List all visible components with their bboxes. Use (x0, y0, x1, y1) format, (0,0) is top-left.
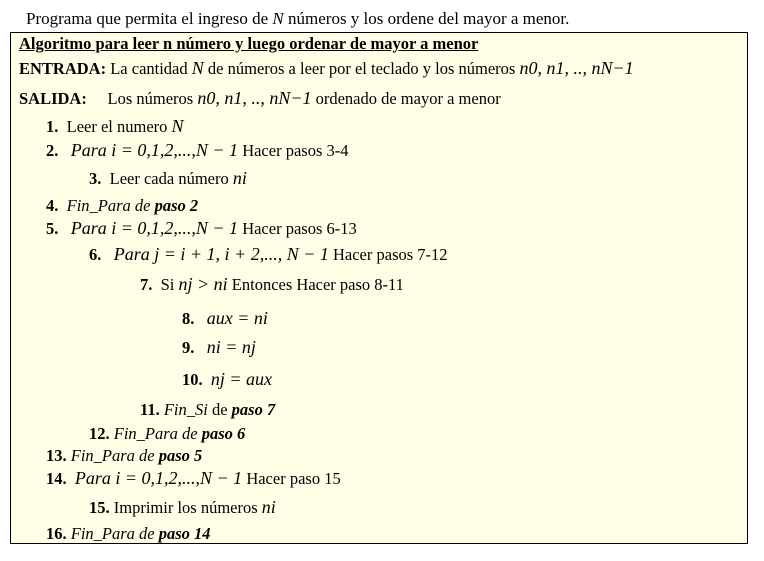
step-bold: paso 6 (201, 424, 246, 443)
step-math: nj = aux (210, 369, 273, 389)
step-13 (46, 446, 202, 466)
step-text: Leer el numero (66, 117, 172, 136)
step-7 (140, 274, 404, 295)
step-number: 1. (46, 117, 59, 136)
entrada-label: ENTRADA: (19, 59, 107, 78)
salida-line (19, 88, 501, 109)
step-bold: paso 7 (231, 400, 276, 419)
step-bold: paso 5 (158, 446, 203, 465)
step-number: 2. (46, 141, 59, 160)
algorithm-title: Algoritmo para leer n número y luego ordenar de mayor a menor (19, 34, 479, 53)
entrada-math: n0, n1, .., nN−1 (519, 58, 634, 78)
heading-var: N (272, 9, 284, 28)
step-math: N (171, 116, 184, 136)
step-number: 6. (89, 245, 102, 264)
step-number: 8. (182, 309, 195, 328)
step-bold: paso 2 (154, 196, 199, 215)
step-text: Imprimir los números (113, 498, 262, 517)
step-number: 10. (182, 370, 203, 389)
step-text: Entonces Hacer paso 8-11 (227, 275, 404, 294)
step-text: Hacer paso 15 (242, 469, 341, 488)
heading-post: números y los ordene del mayor a menor. (283, 9, 570, 28)
step-number: 3. (89, 169, 102, 188)
step-math: Para i = 0,1,2,...,N − 1 (74, 468, 243, 488)
step-14 (46, 468, 341, 489)
step-number: 9. (182, 338, 195, 357)
step-2 (46, 140, 348, 161)
step-text: Si (160, 275, 179, 294)
entrada-text2: de números a leer por el teclado y los números (203, 59, 520, 78)
salida-label: SALIDA: (19, 89, 87, 108)
step-number: 5. (46, 219, 59, 238)
step-10 (182, 369, 272, 390)
step-math: nj > ni (178, 274, 228, 294)
step-number: 13. (46, 446, 67, 465)
step-number: 7. (140, 275, 153, 294)
step-italic: Fin_Para de (113, 424, 202, 443)
entrada-text1: La cantidad (106, 59, 192, 78)
step-text: Leer cada número (109, 169, 233, 188)
step-number: 16. (46, 524, 67, 543)
step-math: Para i = 0,1,2,...,N − 1 (70, 218, 239, 238)
entrada-var: N (191, 58, 204, 78)
step-11 (140, 400, 275, 420)
step-italic: Fin_Para de (70, 446, 159, 465)
step-italic: Fin_Si (163, 400, 208, 419)
step-number: 14. (46, 469, 67, 488)
step-math: Para j = i + 1, i + 2,..., N − 1 (113, 244, 329, 264)
step-math: Para i = 0,1,2,...,N − 1 (70, 140, 239, 160)
step-text: Hacer pasos 3-4 (238, 141, 349, 160)
step-bold: paso 14 (158, 524, 211, 543)
step-number: 15. (89, 498, 110, 517)
step-math: aux = ni (206, 308, 268, 328)
salida-text1: Los números (107, 89, 198, 108)
step-5 (46, 218, 357, 239)
step-text: de (207, 400, 232, 419)
step-math: ni (261, 497, 276, 517)
entrada-line (19, 58, 634, 79)
step-12 (89, 424, 245, 444)
step-number: 4. (46, 196, 59, 215)
step-1 (46, 116, 184, 137)
salida-text2: ordenado de mayor a menor (311, 89, 501, 108)
step-text: Hacer pasos 6-13 (238, 219, 357, 238)
step-italic: Fin_Para de (70, 524, 159, 543)
heading-pre: Programa que permita el ingreso de (26, 9, 273, 28)
step-6 (89, 244, 448, 265)
step-math: ni (232, 168, 247, 188)
step-italic: Fin_Para de (66, 196, 155, 215)
step-9 (182, 337, 256, 358)
step-number: 11. (140, 400, 160, 419)
step-math: ni = nj (206, 337, 256, 357)
step-16 (46, 524, 211, 544)
step-number: 12. (89, 424, 110, 443)
step-4 (46, 196, 198, 216)
step-8 (182, 308, 268, 329)
step-3 (89, 168, 247, 189)
page-heading (26, 9, 569, 29)
algorithm-box (10, 32, 748, 544)
salida-math: n0, n1, .., nN−1 (197, 88, 312, 108)
step-text: Hacer pasos 7-12 (328, 245, 448, 264)
step-15 (89, 497, 276, 518)
